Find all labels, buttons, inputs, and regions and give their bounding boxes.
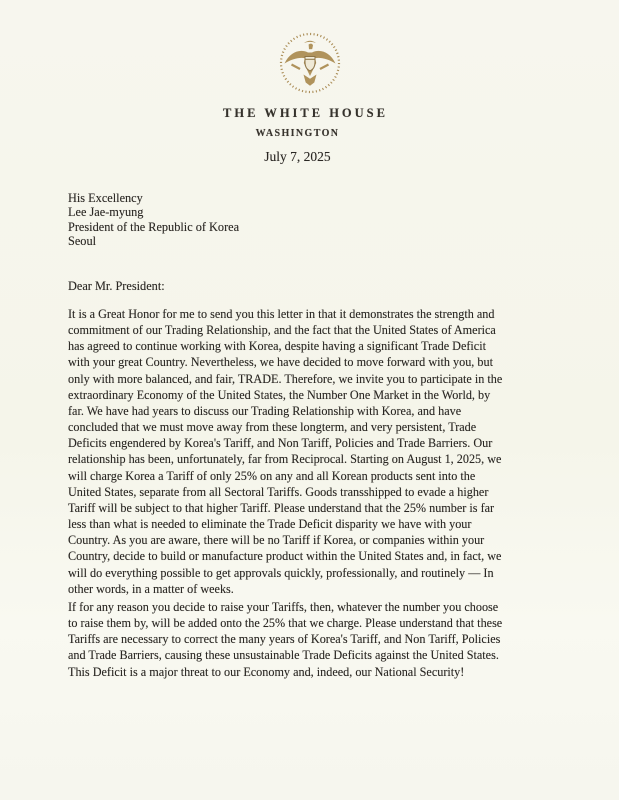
text-line: Lee Jae-myung [68,205,144,220]
text-line: concluded that we must move away from these longterm, and very persistent, Trade [68,420,477,435]
body-paragraph-2 [68,599,502,680]
text-line: with your great Country. Nevertheless, we have decided to move forward with you, but [68,355,493,370]
text-line: has agreed to continue working with Korea, despite having a significant Trade Deficit [68,339,486,354]
text-line: only with more balanced, and fair, TRADE. Therefore, we invite you to participate in the [68,371,503,386]
text-line: Country. As you are aware, there will be no Tariff if Korea, or companies within your [68,533,485,548]
text-line: less than what is needed to eliminate the Trade Deficit disparity we have with your [68,517,472,532]
text-line: Deficits engendered by Korea's Tariff, and Non Tariff, Policies and Trade Barriers. Our [68,436,493,451]
text-line: extraordinary Economy of the United States, the Number One Market in the World, by [68,387,491,402]
text-line: If for any reason you decide to raise your Tariffs, then, whatever the number you choose [68,600,499,614]
text-line: will charge Korea a Tariff of only 25% on any and all Korean products sent into the [68,468,476,483]
text-line: Tariff will be subject to that higher Tariff. Please understand that the 25% number is far [68,500,495,515]
recipient-address-block [68,191,239,249]
text-line: Seoul [68,234,97,249]
text-line: commitment of our Trading Relationship, and the fact that the United States of America [68,323,496,338]
text-line: Country, decide to build or manufacture product within the United States and, in fact, we [68,549,502,564]
text-line: This Deficit is a major threat to our Economy and, indeed, our National Security! [68,664,465,679]
text-line: It is a Great Honor for me to send you this letter in that it demonstrates the strength and [68,307,495,321]
text-line: relationship has been, unfortunately, far from Reciprocal. Starting on August 1, 2025, we [68,452,502,467]
text-line: President of the Republic of Korea [68,219,240,234]
letter-date: July 7, 2025 [264,149,331,164]
text-line: will do everything possible to get approvals quickly, professionally, and routinely — In [68,565,494,580]
presidential-seal-icon [278,31,342,95]
letterhead-title: THE WHITE HOUSE [223,106,388,120]
text-line: to raise them by, will be added onto the 25% that we charge. Please understand that these [68,616,503,631]
text-line: far. We have had years to discuss our Trading Relationship with Korea, and have [68,403,462,418]
text-line: His Excellency [68,191,143,205]
body-paragraph-1 [68,306,502,597]
text-line: Tariffs are necessary to correct the many years of Korea's Tariff, and Non Tariff, Policies [68,632,501,647]
salutation: Dear Mr. President: [68,279,165,293]
text-line: United States, separate from all Sectoral Tariffs. Goods transshipped to evade a higher [68,484,489,499]
text-line: other words, in a matter of weeks. [68,581,234,596]
text-line: and Trade Barriers, causing these unsustainable Trade Deficits against the United States. [68,648,499,663]
letterhead-subtitle: WASHINGTON [255,128,340,139]
